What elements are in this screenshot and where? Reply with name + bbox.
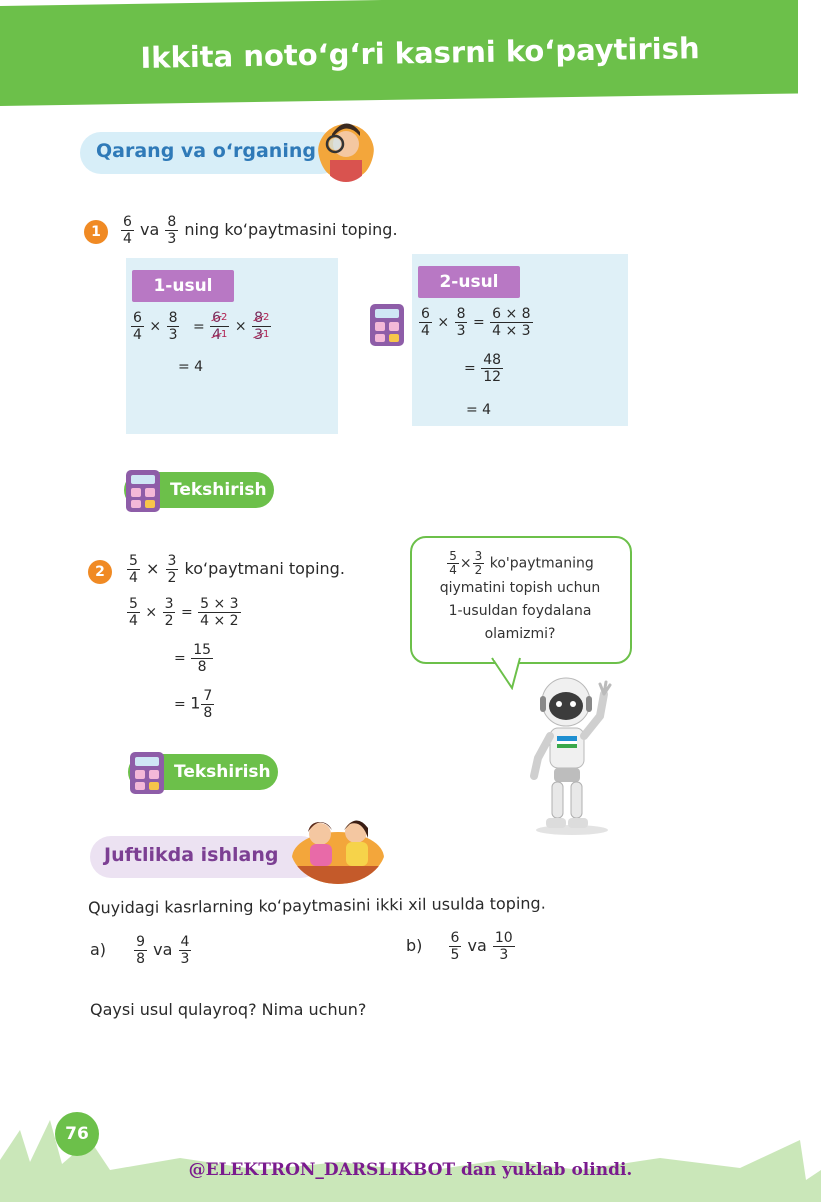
task-2-statement: $\frac{5}{4}$ × $\frac{3}{2}$ ko‘paytmani toping. [129, 553, 345, 586]
exercise-a: a) $\frac{9}{8}$ va $\frac{4}{3}$ [90, 934, 190, 967]
task-2-step: = $\frac{15}{8}$ [174, 642, 212, 675]
grass-decoration [0, 1100, 821, 1202]
calculator-icon [130, 752, 164, 794]
page-number: 76 [55, 1112, 99, 1156]
task-2-work: $\frac{5}{4}$ × $\frac{3}{2}$ = $\frac{5 \times 3}{4 \times 2}$ [129, 596, 239, 629]
method-1-work: $\frac{6}{4}$ × $\frac{8}{3}$ = $\frac{6^2}{41}$ × $\frac{8^2}{31}$ [133, 310, 270, 343]
method-2-step: = $\frac{48}{12}$ [464, 352, 502, 385]
speech-bubble-text: $\frac{5}{4}$ × $\frac{3}{2}$ ko'paytmaning qiymatini topish uchun 1-usuldan foydalana olamizmi? [439, 549, 601, 642]
exercise-b-label: b) [406, 936, 423, 955]
check-button-1[interactable]: Tekshirish [124, 472, 274, 508]
calculator-icon [370, 304, 404, 346]
page-title: Ikkita noto‘g‘ri kasrni ko‘paytirish [140, 31, 700, 75]
task-1-badge: 1 [84, 220, 108, 244]
task-2-badge: 2 [88, 560, 112, 584]
pair-question: Qaysi usul qulayroq? Nima uchun? [90, 1000, 367, 1019]
task-1-text: ning ko‘paytmasini toping. [184, 220, 398, 239]
word-va: va [140, 220, 160, 239]
task-2-result: = 1 $\frac{7}{8}$ [174, 688, 213, 721]
method-1-result: = 4 [178, 359, 204, 375]
fraction: $\frac{8}{3}$ [167, 214, 177, 247]
method-2-label: 2-usul [418, 266, 520, 298]
method-1-label: 1-usul [132, 270, 234, 302]
section-look-label: Qarang va o‘rganing [96, 140, 316, 162]
method-2-work: $\frac{6}{4}$ × $\frac{8}{3}$ = $\frac{6 \times 8}{4 \times 3}$ [421, 306, 531, 339]
method-2-result: = 4 [466, 402, 492, 418]
exercise-a-label: a) [90, 940, 107, 959]
section-pair-label: Juftlikda ishlang [104, 844, 279, 866]
task-2-text: ko‘paytmani toping. [184, 559, 345, 578]
robot-illustration [520, 672, 624, 836]
two-girls-illustration [290, 808, 386, 884]
footer-watermark: @ELEKTRON_DARSLIKBOT dan yuklab olindi. [188, 1160, 633, 1180]
exercise-b: b) $\frac{6}{5}$ va $\frac{10}{3}$ [406, 930, 513, 963]
fraction: $\frac{6}{4}$ [123, 214, 132, 247]
check-button-2[interactable]: Tekshirish [128, 754, 278, 790]
calculator-icon [126, 470, 160, 512]
task-1-statement [120, 214, 398, 247]
pair-instruction: Quyidagi kasrlarning ko‘paytmasini ikki xil usulda toping. [87, 893, 546, 918]
boy-magnifier-illustration [318, 112, 374, 182]
